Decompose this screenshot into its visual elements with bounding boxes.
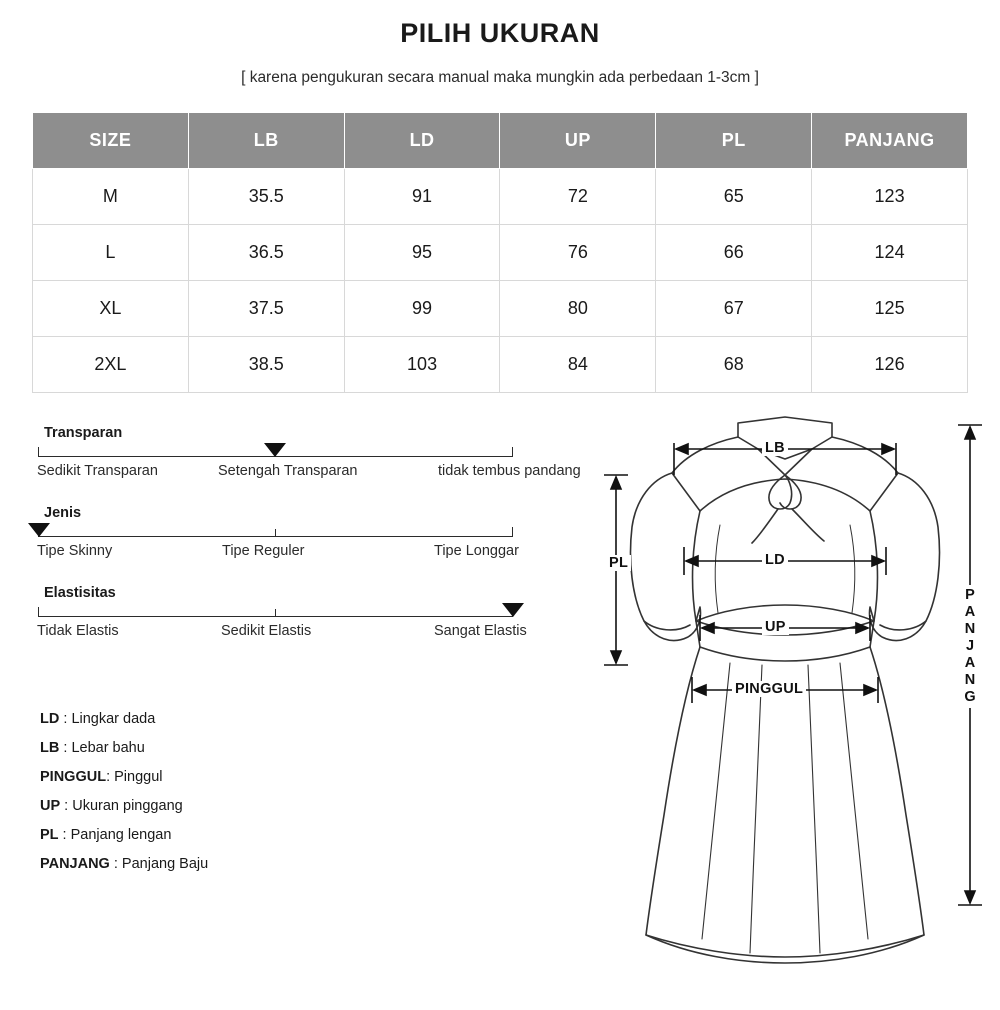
axis-tick-start [38, 447, 39, 457]
scale-axis-elastisitas [38, 605, 613, 621]
table-row [33, 225, 968, 281]
figure-label-up: UP [762, 619, 789, 635]
legend-item-ld [40, 705, 208, 734]
cell-lb: 36.5 [188, 225, 344, 281]
legend-key: PINGGUL [40, 769, 107, 785]
legend-key: PL [40, 827, 59, 843]
figure-label-pinggul: PINGGUL [732, 681, 806, 697]
cell-size: L [33, 225, 189, 281]
scale-labels-jenis [38, 541, 613, 563]
skirt-fold-3 [808, 665, 820, 953]
cell-panjang: 124 [812, 225, 968, 281]
page-subtitle: [ karena pengukuran secara manual maka mungkin ada perbedaan 1-3cm ] [241, 69, 759, 86]
scale-label-low: Sedikit Transparan [37, 463, 158, 479]
legend-key: LD [40, 711, 60, 727]
skirt-fold-2 [750, 665, 762, 953]
scale-title-elastisitas: Elastisitas [44, 585, 116, 601]
legend-item-pl [40, 821, 208, 850]
bodice-shade-left [715, 525, 720, 613]
legend-item-lb [40, 734, 208, 763]
axis-tick-mid [275, 609, 276, 617]
legend-sep: : [106, 769, 115, 785]
sleeve-right-cuff [880, 621, 926, 630]
cell-ld: 95 [344, 225, 500, 281]
cell-panjang: 126 [812, 337, 968, 393]
legend-value: Panjang Baju [121, 856, 209, 872]
scale-labels-transparan [38, 461, 613, 483]
cell-pl: 66 [656, 225, 812, 281]
column-header-size: SIZE [33, 113, 189, 169]
column-header-ld: LD [344, 113, 500, 169]
scale-label-mid: Sedikit Elastis [221, 623, 312, 639]
legend-value: Lingkar dada [71, 711, 156, 727]
size-chart-table [32, 112, 968, 393]
skirt-fold-4 [840, 663, 868, 939]
scale-label-mid: Setengah Transparan [218, 463, 358, 479]
legend-item-pinggul [40, 763, 208, 792]
scale-label-high: Tipe Longgar [434, 543, 519, 559]
legend-key: UP [40, 798, 61, 814]
cell-ld: 99 [344, 281, 500, 337]
scale-axis-transparan [38, 445, 613, 461]
scale-label-mid: Tipe Reguler [222, 543, 305, 559]
legend-sep: : [58, 827, 71, 843]
figure-label-lb: LB [762, 440, 788, 456]
scale-marker-triangle-icon [28, 523, 50, 537]
legend-sep: : [60, 798, 73, 814]
cell-ld: 103 [344, 337, 500, 393]
column-header-lb: LB [188, 113, 344, 169]
table-row [33, 169, 968, 225]
cell-up: 76 [500, 225, 656, 281]
axis-tick-end [512, 527, 513, 537]
cell-up: 84 [500, 337, 656, 393]
scale-label-high: tidak tembus pandang [438, 463, 581, 479]
scale-title-transparan: Transparan [44, 425, 123, 441]
measurement-legend [40, 705, 208, 879]
bodice-shade-right [850, 525, 855, 613]
sleeve-left-cuff [644, 621, 690, 630]
figure-label-ld: LD [762, 552, 788, 568]
lower-section [0, 415, 1000, 975]
cell-pl: 67 [656, 281, 812, 337]
legend-value: Pinggul [114, 769, 163, 785]
legend-sep: : [109, 856, 122, 872]
skirt-hem [646, 935, 924, 957]
figure-label-pl: PL [606, 555, 631, 571]
tie-tail-left [752, 509, 778, 543]
axis-tick-start [38, 607, 39, 617]
scale-marker-triangle-icon [264, 443, 286, 457]
legend-value: Lebar bahu [71, 740, 145, 756]
cell-size: XL [33, 281, 189, 337]
cell-lb: 38.5 [188, 337, 344, 393]
scale-title-jenis: Jenis [44, 505, 82, 521]
legend-item-panjang [40, 850, 208, 879]
scale-labels-elastisitas [38, 621, 613, 643]
column-header-pl: PL [656, 113, 812, 169]
scale-label-low: Tidak Elastis [37, 623, 119, 639]
waist-bottom [700, 647, 870, 661]
pl-arrowhead-top [611, 477, 621, 489]
cell-size: 2XL [33, 337, 189, 393]
legend-sep: : [59, 711, 72, 727]
cell-size: M [33, 169, 189, 225]
pinggul-arrowhead-right [864, 685, 876, 695]
lb-arrowhead-right [882, 444, 894, 454]
cell-up: 80 [500, 281, 656, 337]
panjang-arrowhead-bottom [965, 891, 975, 903]
axis-tick-mid [275, 529, 276, 537]
panjang-arrowhead-top [965, 427, 975, 439]
table-header-row [33, 113, 968, 169]
column-header-up: UP [500, 113, 656, 169]
figure-label-panjang: PANJANG [962, 587, 978, 706]
cell-panjang: 125 [812, 281, 968, 337]
size-chart-table-container [32, 112, 968, 393]
scale-label-low: Tipe Skinny [37, 543, 113, 559]
scale-elastisitas [38, 585, 613, 643]
cell-lb: 37.5 [188, 281, 344, 337]
axis-tick-end [512, 447, 513, 457]
cell-ld: 91 [344, 169, 500, 225]
cell-pl: 65 [656, 169, 812, 225]
legend-sep: : [59, 740, 72, 756]
cell-panjang: 123 [812, 169, 968, 225]
cell-lb: 35.5 [188, 169, 344, 225]
table-row [33, 337, 968, 393]
cell-up: 72 [500, 169, 656, 225]
legend-key: LB [40, 740, 60, 756]
tie-tail-right [792, 509, 824, 541]
legend-value: Panjang lengan [70, 827, 172, 843]
column-header-panjang: PANJANG [812, 113, 968, 169]
cell-pl: 68 [656, 337, 812, 393]
scale-jenis [38, 505, 613, 563]
scale-label-high: Sangat Elastis [434, 623, 527, 639]
lb-arrowhead-left [676, 444, 688, 454]
pl-arrowhead-bottom [611, 651, 621, 663]
table-row [33, 281, 968, 337]
legend-item-up [40, 792, 208, 821]
legend-value: Ukuran pinggang [72, 798, 183, 814]
scale-axis-jenis [38, 525, 613, 541]
scale-marker-triangle-icon [502, 603, 524, 617]
skirt-fold-1 [702, 663, 730, 939]
page-title: PILIH UKURAN [400, 18, 600, 48]
garment-diagram [580, 415, 1000, 975]
attribute-scales [38, 425, 613, 665]
pinggul-arrowhead-left [694, 685, 706, 695]
legend-key: PANJANG [40, 856, 110, 872]
scale-transparan [38, 425, 613, 483]
